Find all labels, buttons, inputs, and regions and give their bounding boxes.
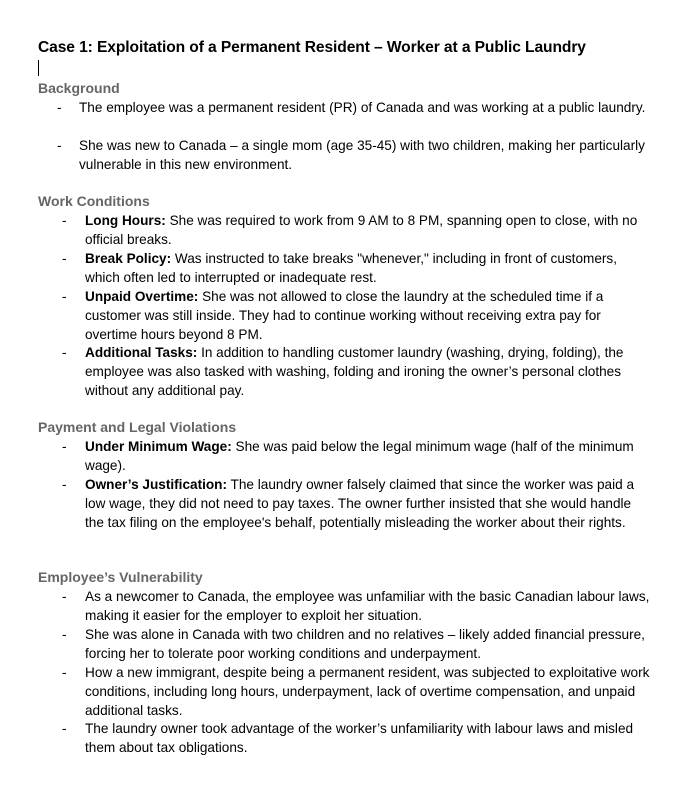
list-item-text: How a new immigrant, despite being a permanent resident, was subjected to exploitative work conditions, including long hours, underpayment, lack of overtime compensation, and unpaid additional tasks.: [85, 665, 650, 718]
list-item-text: She was required to work from 9 AM to 8 PM, spanning open to close, with no official breaks.: [85, 213, 638, 247]
bullet-dash: -: [62, 721, 67, 736]
text-cursor: [38, 60, 39, 76]
list-item-label: Long Hours:: [85, 213, 166, 228]
list-item-label: Additional Tasks:: [85, 345, 198, 360]
list-item-label: Owner’s Justification:: [85, 477, 228, 492]
list-item-label: Unpaid Overtime:: [85, 289, 199, 304]
list-item-text: She was not allowed to close the laundry at the scheduled time if a customer was still inside. They had to continue working without receiving extra pay for overtime hours beyond 8 PM.: [85, 289, 604, 342]
bullet-dash: -: [57, 138, 62, 153]
list-item: [62, 625, 652, 663]
bullet-dash: -: [62, 589, 67, 604]
bullet-dash: -: [57, 100, 62, 115]
list-item-text: The laundry owner falsely claimed that since the worker was paid a low wage, they did not need to pay taxes. The owner further insisted that she would handle the tax filing on the employee's behalf, potentially misleading the worker about their rights.: [85, 477, 635, 530]
section-heading-background: Background: [38, 80, 120, 96]
list-item-text: The employee was a permanent resident (PR) of Canada and was working at a public laundry.: [79, 100, 646, 115]
section-heading-vulnerability: Employee’s Vulnerability: [38, 569, 203, 585]
list-item: [62, 719, 652, 757]
list-item: [62, 287, 652, 344]
section-heading-work-conditions: Work Conditions: [38, 193, 150, 209]
bullet-dash: -: [62, 439, 67, 454]
list-item-text: She was new to Canada – a single mom (age 35-45) with two children, making her particularly vulnerable in this new environment.: [79, 138, 645, 172]
bullet-dash: -: [62, 627, 67, 642]
list-item: [62, 663, 652, 720]
list-item: [62, 211, 652, 249]
list-item-text: The laundry owner took advantage of the worker’s unfamiliarity with labour laws and misled them about tax obligations.: [85, 721, 634, 755]
list-item-text: Was instructed to take breaks "whenever," including in front of customers, which often led to interrupted or inadequate rest.: [85, 251, 618, 285]
bullet-dash: -: [62, 289, 67, 304]
list-item-text: She was paid below the legal minimum wage (half of the minimum wage).: [85, 439, 634, 473]
document-title: Case 1: Exploitation of a Permanent Resident – Worker at a Public Laundry: [38, 39, 586, 56]
list-item-text: She was alone in Canada with two children and no relatives – likely added financial pressure, forcing her to tolerate poor working conditions and underpayment.: [85, 627, 645, 661]
list-item-label: Under Minimum Wage:: [85, 439, 232, 454]
list-item: [62, 343, 652, 400]
bullet-dash: -: [62, 477, 67, 492]
list-item: [57, 98, 647, 117]
list-item: [62, 437, 652, 475]
list-item-text: In addition to handling customer laundry (washing, drying, folding), the employee was also tasked with washing, folding and ironing the owner’s personal clothes without any additional pay.: [85, 345, 624, 398]
list-item: [62, 249, 652, 287]
bullet-dash: -: [62, 213, 67, 228]
list-item: [57, 136, 647, 174]
section-heading-payment: Payment and Legal Violations: [38, 419, 237, 435]
list-item: [62, 587, 652, 625]
bullet-dash: -: [62, 665, 67, 680]
list-item-text: As a newcomer to Canada, the employee was unfamiliar with the basic Canadian labour laws, making it easier for the employer to exploit her situation.: [85, 589, 650, 623]
bullet-dash: -: [62, 345, 67, 360]
bullet-dash: -: [62, 251, 67, 266]
list-item-label: Break Policy:: [85, 251, 172, 266]
list-item: [62, 475, 652, 532]
